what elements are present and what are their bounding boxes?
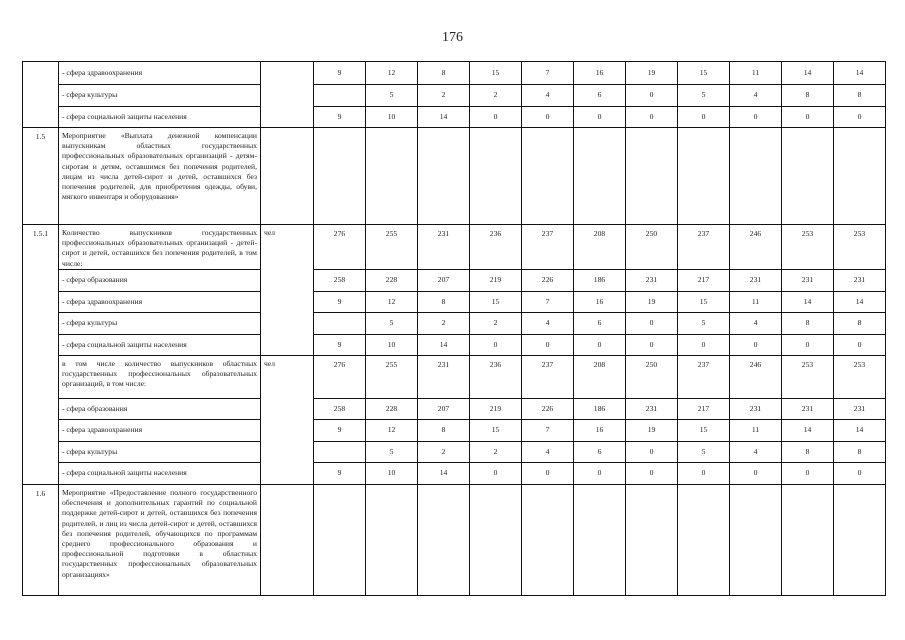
- value-cell: 231: [782, 270, 834, 292]
- value-cell: 2: [418, 442, 470, 463]
- value-cell: [314, 442, 366, 463]
- page-number: 176: [442, 30, 463, 45]
- value-cell: 8: [834, 85, 886, 107]
- item-number: 1.5: [23, 128, 59, 225]
- value-cell: 228: [366, 399, 418, 420]
- value-cell: 237: [678, 225, 730, 270]
- value-cell: 0: [522, 335, 574, 356]
- value-cell: 255: [366, 356, 418, 399]
- value-cell: 253: [834, 356, 886, 399]
- value-cell: 14: [418, 335, 470, 356]
- item-name: в том числе количество выпускников областных государственных профессиональных образовательных организаций, в том числе:: [59, 356, 261, 399]
- table-row: [23, 335, 886, 356]
- value-cell: 11: [730, 62, 782, 85]
- value-cell: 15: [470, 292, 522, 313]
- value-cell: 0: [834, 107, 886, 128]
- value-cell: 237: [522, 356, 574, 399]
- value-cell: 14: [418, 107, 470, 128]
- value-cell: 231: [834, 399, 886, 420]
- value-cell: 8: [782, 313, 834, 335]
- value-cell: 253: [782, 225, 834, 270]
- value-cell: 255: [366, 225, 418, 270]
- value-cell: 0: [626, 335, 678, 356]
- value-cell: 0: [678, 463, 730, 485]
- value-cell: 237: [522, 225, 574, 270]
- value-cell: 5: [366, 85, 418, 107]
- value-cell: 12: [366, 62, 418, 85]
- value-cell: 5: [366, 442, 418, 463]
- value-cell: 0: [730, 463, 782, 485]
- value-cell: 6: [574, 442, 626, 463]
- value-cell: 258: [314, 270, 366, 292]
- value-cell: [366, 128, 418, 225]
- value-cell: 219: [470, 399, 522, 420]
- value-cell: 186: [574, 399, 626, 420]
- value-cell: 15: [678, 62, 730, 85]
- value-cell: 5: [678, 313, 730, 335]
- value-cell: 2: [470, 442, 522, 463]
- value-cell: 4: [522, 313, 574, 335]
- table-row: [23, 270, 886, 292]
- value-cell: 7: [522, 292, 574, 313]
- value-cell: 4: [730, 85, 782, 107]
- value-cell: 0: [470, 463, 522, 485]
- value-cell: 231: [782, 399, 834, 420]
- value-cell: [522, 485, 574, 596]
- table-row: [23, 420, 886, 442]
- value-cell: 0: [834, 335, 886, 356]
- value-cell: [522, 128, 574, 225]
- value-cell: 217: [678, 399, 730, 420]
- value-cell: 15: [470, 62, 522, 85]
- item-name: - сфера культуры: [59, 313, 261, 335]
- value-cell: 0: [626, 463, 678, 485]
- value-cell: 14: [782, 420, 834, 442]
- value-cell: 4: [730, 442, 782, 463]
- item-name: - сфера культуры: [59, 442, 261, 463]
- value-cell: 217: [678, 270, 730, 292]
- value-cell: 6: [574, 313, 626, 335]
- value-cell: 207: [418, 270, 470, 292]
- value-cell: 0: [470, 107, 522, 128]
- value-cell: 9: [314, 292, 366, 313]
- value-cell: [366, 485, 418, 596]
- value-cell: 186: [574, 270, 626, 292]
- value-cell: 11: [730, 420, 782, 442]
- value-cell: 8: [782, 85, 834, 107]
- value-cell: 226: [522, 270, 574, 292]
- value-cell: 16: [574, 62, 626, 85]
- value-cell: [314, 485, 366, 596]
- value-cell: 0: [834, 463, 886, 485]
- value-cell: [314, 128, 366, 225]
- value-cell: 0: [574, 463, 626, 485]
- value-cell: 9: [314, 335, 366, 356]
- value-cell: [418, 485, 470, 596]
- value-cell: [834, 485, 886, 596]
- value-cell: 253: [834, 225, 886, 270]
- value-cell: [626, 128, 678, 225]
- item-name: - сфера здравоохранения: [59, 62, 261, 85]
- value-cell: 14: [834, 62, 886, 85]
- value-cell: 12: [366, 292, 418, 313]
- value-cell: 11: [730, 292, 782, 313]
- value-cell: 0: [470, 335, 522, 356]
- value-cell: 246: [730, 225, 782, 270]
- value-cell: 237: [678, 356, 730, 399]
- value-cell: 2: [470, 313, 522, 335]
- value-cell: 14: [782, 292, 834, 313]
- value-cell: 208: [574, 225, 626, 270]
- value-cell: 250: [626, 225, 678, 270]
- item-name: - сфера здравоохранения: [59, 292, 261, 313]
- value-cell: 14: [782, 62, 834, 85]
- value-cell: [470, 485, 522, 596]
- value-cell: 9: [314, 463, 366, 485]
- value-cell: 0: [522, 107, 574, 128]
- value-cell: 4: [522, 442, 574, 463]
- table-row: [23, 85, 886, 107]
- value-cell: [782, 485, 834, 596]
- value-cell: 276: [314, 225, 366, 270]
- unit-cell: чел: [261, 225, 314, 356]
- value-cell: 15: [678, 292, 730, 313]
- unit-cell: [261, 62, 314, 128]
- value-cell: 15: [678, 420, 730, 442]
- item-name: Мероприятие «Предоставление полного государственного обеспечения и дополнительных гарантий по социальной поддержке детей-сирот и детей, оставшихся без попечения родителей, и лиц из числа детей-сирот и детей, оставшихся без попечения родителей, обучающихся по программам среднего профессионального образования и профессиональной подготовки в областных государственных профессиональных образовательных организациях»: [59, 485, 261, 596]
- value-cell: 14: [834, 292, 886, 313]
- value-cell: 5: [678, 85, 730, 107]
- unit-cell: [261, 485, 314, 596]
- table-row: [23, 107, 886, 128]
- value-cell: [574, 485, 626, 596]
- table-row: [23, 463, 886, 485]
- value-cell: 9: [314, 62, 366, 85]
- value-cell: 2: [418, 313, 470, 335]
- table-row: [23, 356, 886, 399]
- value-cell: 8: [782, 442, 834, 463]
- value-cell: [574, 128, 626, 225]
- value-cell: [314, 85, 366, 107]
- table-row: [23, 128, 886, 225]
- value-cell: 8: [418, 420, 470, 442]
- value-cell: [418, 128, 470, 225]
- value-cell: 258: [314, 399, 366, 420]
- value-cell: 19: [626, 420, 678, 442]
- value-cell: 16: [574, 420, 626, 442]
- value-cell: 4: [522, 85, 574, 107]
- value-cell: 0: [782, 335, 834, 356]
- value-cell: 231: [626, 399, 678, 420]
- value-cell: 2: [418, 85, 470, 107]
- value-cell: 231: [418, 225, 470, 270]
- value-cell: 8: [834, 313, 886, 335]
- value-cell: 0: [730, 107, 782, 128]
- value-cell: 228: [366, 270, 418, 292]
- item-name: - сфера социальной защиты населения: [59, 107, 261, 128]
- value-cell: 10: [366, 463, 418, 485]
- value-cell: 7: [522, 420, 574, 442]
- data-table: [22, 61, 886, 596]
- table-row: [23, 313, 886, 335]
- value-cell: 14: [834, 420, 886, 442]
- value-cell: 16: [574, 292, 626, 313]
- value-cell: [782, 128, 834, 225]
- value-cell: 0: [678, 335, 730, 356]
- value-cell: 0: [626, 442, 678, 463]
- value-cell: [730, 485, 782, 596]
- value-cell: [470, 128, 522, 225]
- value-cell: 0: [626, 107, 678, 128]
- value-cell: 0: [522, 463, 574, 485]
- value-cell: 207: [418, 399, 470, 420]
- value-cell: 5: [366, 313, 418, 335]
- value-cell: 15: [470, 420, 522, 442]
- item-number: [23, 62, 59, 128]
- item-name: - сфера социальной защиты населения: [59, 335, 261, 356]
- item-name: - сфера культуры: [59, 85, 261, 107]
- item-name: - сфера образования: [59, 270, 261, 292]
- value-cell: 4: [730, 313, 782, 335]
- table-row: [23, 442, 886, 463]
- value-cell: 253: [782, 356, 834, 399]
- value-cell: 12: [366, 420, 418, 442]
- value-cell: 0: [782, 463, 834, 485]
- value-cell: 19: [626, 292, 678, 313]
- value-cell: 7: [522, 62, 574, 85]
- value-cell: [730, 128, 782, 225]
- unit-cell: чел: [261, 356, 314, 485]
- value-cell: 8: [418, 62, 470, 85]
- unit-cell: [261, 128, 314, 225]
- value-cell: [626, 485, 678, 596]
- value-cell: 208: [574, 356, 626, 399]
- value-cell: 0: [730, 335, 782, 356]
- value-cell: 231: [626, 270, 678, 292]
- value-cell: 5: [678, 442, 730, 463]
- value-cell: 236: [470, 356, 522, 399]
- value-cell: 0: [626, 85, 678, 107]
- value-cell: 10: [366, 107, 418, 128]
- value-cell: [678, 485, 730, 596]
- value-cell: 0: [678, 107, 730, 128]
- value-cell: 231: [730, 399, 782, 420]
- table-row: [23, 225, 886, 270]
- value-cell: 236: [470, 225, 522, 270]
- item-name: - сфера образования: [59, 399, 261, 420]
- item-number: 1.6: [23, 485, 59, 596]
- value-cell: 246: [730, 356, 782, 399]
- value-cell: 9: [314, 107, 366, 128]
- value-cell: [314, 313, 366, 335]
- table-row: [23, 399, 886, 420]
- value-cell: 8: [834, 442, 886, 463]
- value-cell: 14: [418, 463, 470, 485]
- value-cell: 276: [314, 356, 366, 399]
- value-cell: 226: [522, 399, 574, 420]
- value-cell: 0: [574, 335, 626, 356]
- table-row: [23, 62, 886, 85]
- table-row: [23, 292, 886, 313]
- table-row: [23, 485, 886, 596]
- value-cell: 231: [418, 356, 470, 399]
- value-cell: 219: [470, 270, 522, 292]
- value-cell: 0: [574, 107, 626, 128]
- item-number: 1.5.1: [23, 225, 59, 485]
- value-cell: 0: [782, 107, 834, 128]
- value-cell: [678, 128, 730, 225]
- value-cell: 231: [730, 270, 782, 292]
- value-cell: 9: [314, 420, 366, 442]
- value-cell: 19: [626, 62, 678, 85]
- value-cell: 0: [626, 313, 678, 335]
- item-name: Количество выпускников государственных профессиональных образовательных организаций - детей-сирот и детей, оставшихся без попечения родителей, в том числе:: [59, 225, 261, 270]
- value-cell: 2: [470, 85, 522, 107]
- value-cell: 231: [834, 270, 886, 292]
- value-cell: 250: [626, 356, 678, 399]
- item-name: - сфера здравоохранения: [59, 420, 261, 442]
- item-name: - сфера социальной защиты населения: [59, 463, 261, 485]
- value-cell: 10: [366, 335, 418, 356]
- item-name: Мероприятие «Выплата денежной компенсации выпускникам областных государственных профессиональных образовательных организаций - детям-сиротам и детям, оставшимся без попечения родителей, лицам из числа детей-сирот и детей, оставшихся без попечения родителей, для приобретения одежды, обуви, мягкого инвентаря и оборудования»: [59, 128, 261, 225]
- value-cell: 8: [418, 292, 470, 313]
- value-cell: 6: [574, 85, 626, 107]
- value-cell: [834, 128, 886, 225]
